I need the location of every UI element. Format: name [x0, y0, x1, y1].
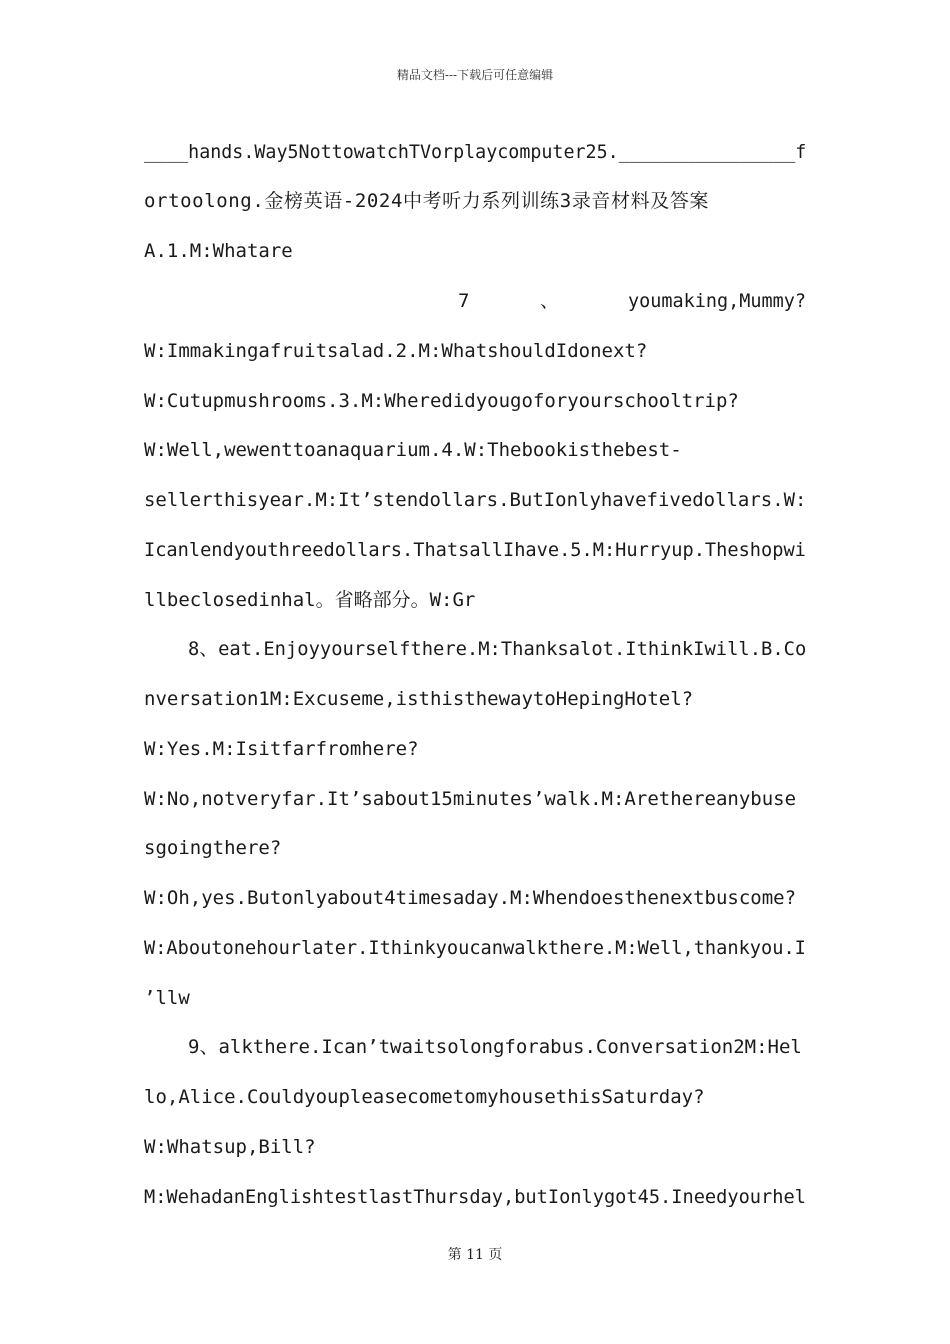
text-line: A.1.M:Whatare: [144, 240, 293, 262]
text-line: W:Cutupmushrooms.3.M:Wheredidyougoforyourschooltrip?: [144, 390, 739, 412]
text-line: sellerthisyear.M:It’stendollars.ButIonlyhavefivedollars.W:: [144, 489, 807, 511]
text-line: W:Oh,yes.Butonlyabout4timesaday.M:Whendoesthenextbuscome?: [144, 887, 797, 909]
page-header: 精品文档---下载后可任意编辑: [396, 68, 554, 82]
text-line: nversation1M:Excuseme,isthisthewaytoHepingHotel?: [144, 688, 694, 710]
text-line: W:Well,wewenttoanaquarium.4.W:Thebookisthebest-: [144, 439, 682, 461]
text-line: M:WehadanEnglishtestlastThursday,butIonlygot45.Ineedyourhel: [144, 1186, 806, 1208]
text-line: 8、eat.Enjoyyourselfthere.M:Thanksalot.IthinkIwill.B.Co: [188, 638, 807, 660]
text-line: Icanlendyouthreedollars.ThatsallIhave.5.M:Hurryup.Theshopwi: [144, 539, 806, 561]
text-line: 9、alkthere.Ican’twaitsolongforabus.Conversation2M:Hel: [188, 1036, 802, 1058]
text-line: llbeclosedinhal。省略部分。W:Gr: [144, 589, 476, 611]
page-number: 第 11 页: [447, 1247, 503, 1263]
text-line: ____hands.Way5NottowatchTVorplaycomputer25.________________f: [144, 141, 807, 163]
text-line: W:Aboutonehourlater.Ithinkyoucanwalkthere.M:Well,thankyou.I: [144, 937, 806, 959]
text-line: W:Immakingafruitsalad.2.M:WhatshouldIdonext?: [144, 340, 648, 362]
text-line: ortoolong.金榜英语-2024中考听力系列训练3录音材料及答案: [144, 190, 710, 212]
list-number: 7: [458, 290, 470, 312]
text-line: sgoingthere?: [144, 837, 282, 859]
text-line: youmaking,Mummy?: [628, 290, 807, 312]
text-line: ’llw: [144, 987, 190, 1009]
list-separator: 、: [540, 290, 560, 312]
text-line: W:No,notveryfar.It’sabout15minutes’walk.M:Arethereanybuse: [144, 788, 797, 810]
text-line: lo,Alice.CouldyoupleasecometomyhousethisSaturday?: [144, 1086, 705, 1108]
text-line: W:Whatsup,Bill?: [144, 1136, 316, 1158]
text-line: W:Yes.M:Isitfarfromhere?: [144, 738, 419, 760]
